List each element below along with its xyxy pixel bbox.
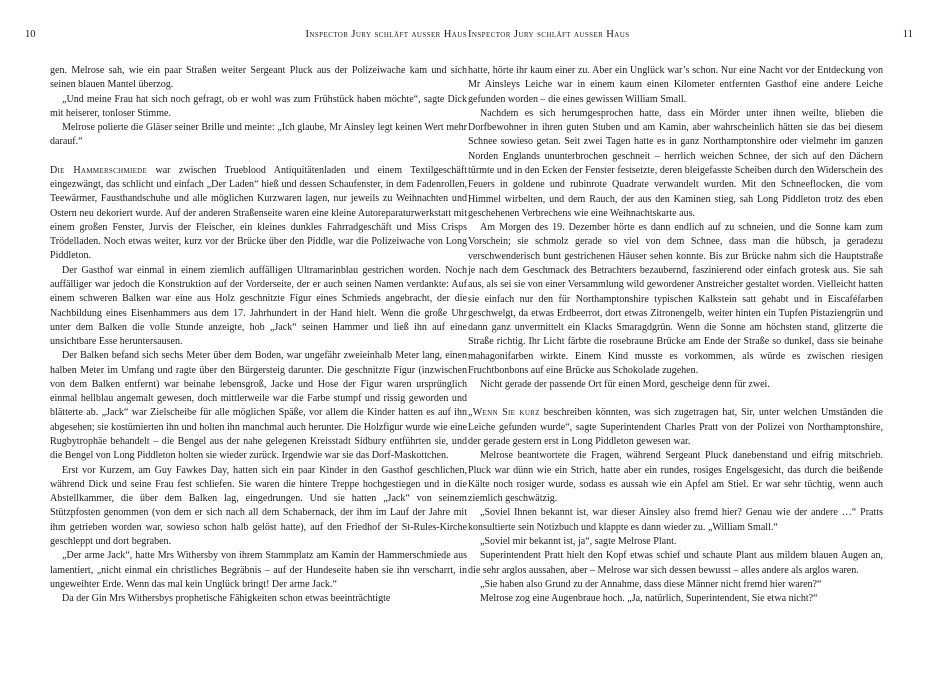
section-lead-words: Die Hammerschmiede bbox=[50, 164, 148, 176]
paragraph: Nachdem es sich herumgesprochen hatte, dass ein Mörder unter ihnen weilte, blieben die Dorfbewohner in ihren guten Stuben und am Kamin, aber wahrscheinlich hätten sie das bei diesem Schnee sowieso getan. Seit zwei Tagen hatte es in ganz Northamptonshire oder vielmehr im ganzen Norden Englands ununterbrochen geschneit – herrlich weichen Schnee, der sich auf den Dächern türmte und in den Ecken der Fenster festsetzte, deren bleigefasste Scheiben durch den Widerschein des Feuers in goldene und rubinrote Quadrate verwandelt wurden. Mit den Schneeflocken, die vom Himmel wirbelten, und dem Rauch, der aus den Kaminen stieg, sah Long Piddleton trotz des eben geschehenen Verbrechens wie eine Weihnachtskarte aus. bbox=[468, 107, 883, 219]
right-running-head bbox=[468, 27, 913, 43]
left-body-text bbox=[50, 64, 467, 606]
paragraph: „Soviel Ihnen bekannt ist, war dieser Ainsley also fremd hier? Genau wie der andere …“ Pratts konsultierte sein Notizbuch und klappte es dann wieder zu. „William Small.“ bbox=[468, 507, 883, 533]
section-paragraph-text: war zwischen Trueblood Antiquitätenladen und einem Textilgeschäft eingezwängt, das schlicht und einfach „Der Laden“ hieß und dessen Schaufenster, in dem Fadenrollen, Teewärmer, Fausthandschuhe und alle möglichen Kurzwaren lagen, nur jeweils zu Weihnachten und Ostern neu dekoriert wurde. Auf der anderen Straßenseite waren eine kleine Autoreparaturwerkstatt mit einem großen Fenster, Jurvis der Fleischer, ein kleines dunkles Fahrradgeschäft und Miss Crisps Trödelladen. Noch etwas weiter, kurz vor der Brücke über den Piddle, war die Polizeiwache von Long Piddleton. bbox=[50, 164, 467, 262]
paragraph: „Der arme Jack“, hatte Mrs Withersby von ihrem Stammplatz am Kamin der Hammerschmiede aus lamentiert, „nicht einmal ein christliches Begräbnis – auf der Hundeseite haben sie ihn verscharrt, in ungeweihter Erde. Wenn das mal kein Unglück bringt! Der arme Jack.“ bbox=[50, 550, 467, 590]
section-start-paragraph bbox=[468, 406, 883, 449]
paragraph: Der Balken befand sich sechs Meter über dem Boden, war ungefähr zweieinhalb Meter lang, einen halben Meter im Umfang und ragte über den Bürgersteig darunter. Die geschnitzte Figur (inzwischen von dem Balken entfernt) war beinahe lebensgroß, Jacke und Hose der Figur waren ursprünglich einmal hellblau angemalt gewesen, doch mittlerweile war die Farbe stumpf und rissig geworden und blätterte ab. „Jack“ war Zielscheibe für alle möglichen Späße, vor allem die Kinder hatten es auf ihn abgesehen; sie kostümierten ihn und holten ihn manchmal auch herunter. Die Holzfigur wurde wie eine Rugbytrophäe behandelt – die Bengel aus der nahe gelegenen Kreisstadt Sidbury entführten sie, und die Bengel von Long Piddleton holten sie wieder zurück. Irgendwie war sie das Dorf-Maskottchen. bbox=[50, 350, 467, 462]
paragraph: hatte, hörte ihr kaum einer zu. Aber ein Unglück war’s schon. Nur eine Nacht vor der Entdeckung von Mr Ainsleys Leiche war in einem kaum einen Kilometer entfernten Gasthof eine andere Leiche gefunden worden – die eines gewissen William Small. bbox=[468, 65, 883, 105]
paragraph: „Sie haben also Grund zu der Annahme, dass diese Männer nicht fremd hier waren?“ bbox=[480, 578, 822, 590]
right-page-number: 11 bbox=[902, 29, 913, 40]
section-start-paragraph bbox=[50, 164, 467, 264]
paragraph: Da der Gin Mrs Withersbys prophetische Fähigkeiten schon etwas beeinträchtigte bbox=[62, 593, 391, 605]
paragraph: Melrose polierte die Gläser seiner Brille und meinte: „Ich glaube, Mr Ainsley legt keinen Wert mehr darauf.“ bbox=[50, 122, 467, 148]
left-page bbox=[25, 0, 467, 680]
paragraph: Der Gasthof war einmal in einem ziemlich auffälligen Ultramarinblau gestrichen worden. Noch auffälliger war jedoch die Konstruktion auf der Vorderseite, der er auch seinen Namen verdankte: Auf einem schweren Balken war eine aus Holz geschnitzte Figur eines Schmieds angebracht, der die Nachbildung eines Eisenhammers aus dem 17. Jahrhundert in der Hand hielt. Wenn die große Uhr unter dem Balken die volle Stunde anzeigte, hob „Jack“ seinen Hammer und ließ ihn auf eine unsichtbare Esse heruntersausen. bbox=[50, 264, 467, 348]
section-lead-words: „Wenn Sie kurz bbox=[468, 407, 540, 419]
paragraph: „Und meine Frau hat sich noch gefragt, ob er wohl was zum Frühstück haben möchte“, sagte Dick mit heiserer, tonloser Stimme. bbox=[50, 93, 467, 119]
paragraph: Erst vor Kurzem, am Guy Fawkes Day, hatten sich ein paar Kinder in den Gasthof geschlichen, während Dick und seine Frau fest schliefen. Sie waren die hintere Treppe hochgestiegen und in die Abstellkammer, die über dem Balken lag, eingedrungen. Und sie hatten „Jack“ von seinem Stützpfosten genommen (von dem er sich nach all dem Schabernack, der ihm im Lauf der Jahre mit ihm getrieben worden war, sowieso schon halb gelöst hatte), auf den Friedhof der St-Rules-Kirche geschleppt und dort begraben. bbox=[50, 464, 467, 547]
paragraph: Am Morgen des 19. Dezember hörte es dann endlich auf zu schneien, und die Sonne kam zum Vorschein; sie schmolz gerade so viel von dem Schnee, dass man die hübsch, ja geradezu verschwenderisch bunt gestrichenen Häuser sehen konnte. Bis zur Brücke nahm sich die Hauptstraße je nach dem Geschmack des Betrachters bezaubernd, faszinierend oder einfach grotesk aus. Sie sah aus, als sei sie von einer Versammlung wild gewordener Anstreicher gestaltet worden. Vielleicht hatten sie einfach nur den für Northamptonshire typischen Kalkstein satt gehabt und in Eiscaféfarben geschwelgt, da etwas Erdbeerrot, dort etwas Zitronengelb, weiter hinten ein Tupfen Pistaziengrün und dann ganz unvermittelt ein Klacks Smaragdgrün. Wenn die Sonne am höchsten stand, glitzerte die Straße richtig. Ihr Licht färbte die rosebraune Brücke am Ende der Straße so dunkel, dass sie beinahe mahagonifarben wirkte. Einem Kind musste es vorkommen, als würde es zwischen riesigen Fruchtbonbons auf eine Brücke aus Schokolade zugehen. bbox=[468, 222, 883, 376]
right-running-title: Inspector Jury schläft ausser Haus bbox=[468, 29, 630, 40]
left-running-head bbox=[25, 27, 467, 43]
section-paragraph-text: beschreiben könnten, was sich zugetragen hat, Sir, unter welchen Umständen die Leiche gefunden wurde“, sagte Superintendent Charles Pratt von der Polizei von Northamptonshire, der gerade gestern erst in Long Piddleton gewesen war. bbox=[468, 407, 883, 448]
paragraph: Melrose zog eine Augenbraue hoch. „Ja, natürlich, Superintendent, Sie etwa nicht?“ bbox=[480, 593, 818, 605]
right-body-text bbox=[468, 64, 883, 606]
paragraph: „Soviel mir bekannt ist, ja“, sagte Melrose Plant. bbox=[480, 536, 677, 547]
left-running-title: Inspector Jury schläft ausser Haus bbox=[305, 29, 467, 40]
left-page-number: 10 bbox=[25, 29, 36, 40]
paragraph: Melrose beantwortete die Fragen, während Sergeant Pluck danebenstand und eifrig mitschrieb. Pluck war dünn wie ein Strich, hatte aber ein rundes, rosiges Engelsgesicht, das durch die beißende Kälte noch rosiger wurde, sodass es aussah wie ein Apfel am Stiel. Er war sehr tüchtig, wenn auch ziemlich geschwätzig. bbox=[468, 450, 883, 505]
paragraph: Nicht gerade der passende Ort für einen Mord, gescheige denn für zwei. bbox=[480, 379, 770, 391]
right-page bbox=[468, 0, 913, 680]
paragraph: Superintendent Pratt hielt den Kopf etwas schief und schaute Plant aus mildem blauen Augen an, die sehr arglos aussahen, aber – Melrose war sich dessen bewusst – alles andere als arglos waren. bbox=[468, 550, 883, 576]
paragraph: gen. Melrose sah, wie ein paar Straßen weiter Sergeant Pluck aus der Polizeiwache kam und sich seinen blauen Mantel überzog. bbox=[50, 65, 467, 91]
